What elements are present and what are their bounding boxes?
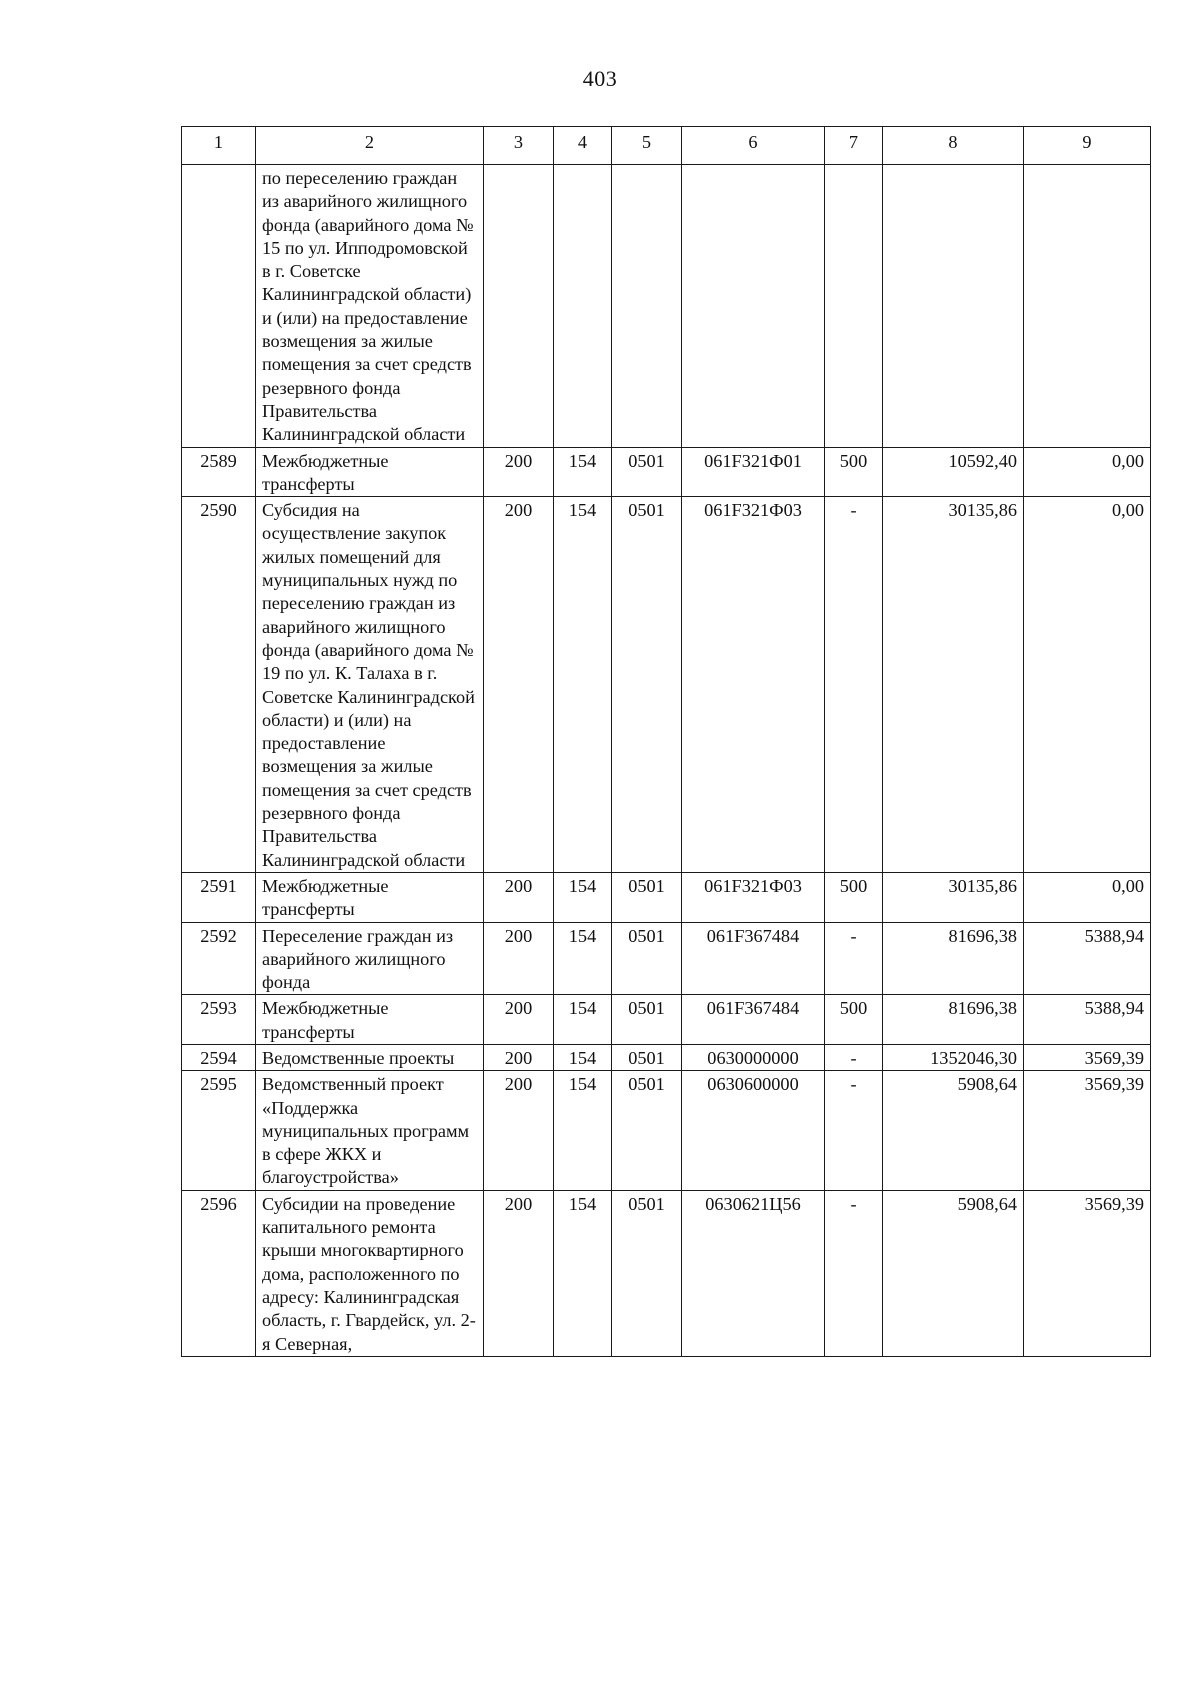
cell-col8: 5908,64 bbox=[883, 1071, 1024, 1190]
cell-col5: 0501 bbox=[612, 1044, 682, 1070]
column-header: 7 bbox=[825, 127, 883, 165]
table-row bbox=[182, 1044, 1151, 1070]
cell-col3 bbox=[484, 165, 554, 448]
cell-col3: 200 bbox=[484, 922, 554, 995]
column-header: 8 bbox=[883, 127, 1024, 165]
cell-col9: 3569,39 bbox=[1024, 1190, 1151, 1356]
cell-col9: 0,00 bbox=[1024, 872, 1151, 922]
cell-col8: 81696,38 bbox=[883, 995, 1024, 1045]
column-header: 4 bbox=[554, 127, 612, 165]
table-row bbox=[182, 922, 1151, 995]
cell-col5: 0501 bbox=[612, 872, 682, 922]
cell-col7 bbox=[825, 165, 883, 448]
row-name-cell: Межбюджетные трансферты bbox=[256, 995, 484, 1045]
cell-col7: - bbox=[825, 497, 883, 873]
cell-col7: - bbox=[825, 922, 883, 995]
cell-col3: 200 bbox=[484, 1044, 554, 1070]
page-number: 403 bbox=[582, 66, 618, 91]
cell-col5: 0501 bbox=[612, 1071, 682, 1190]
cell-col8: 30135,86 bbox=[883, 872, 1024, 922]
cell-col4: 154 bbox=[554, 497, 612, 873]
cell-col4: 154 bbox=[554, 1044, 612, 1070]
cell-col7: - bbox=[825, 1044, 883, 1070]
cell-col3: 200 bbox=[484, 497, 554, 873]
cell-col6: 061F321Ф03 bbox=[682, 497, 825, 873]
row-number-cell: 2590 bbox=[182, 497, 256, 873]
cell-col5: 0501 bbox=[612, 922, 682, 995]
row-number-cell bbox=[182, 165, 256, 448]
row-number-cell: 2593 bbox=[182, 995, 256, 1045]
cell-col3: 200 bbox=[484, 1190, 554, 1356]
column-header: 5 bbox=[612, 127, 682, 165]
column-header: 3 bbox=[484, 127, 554, 165]
cell-col5: 0501 bbox=[612, 447, 682, 497]
cell-col6: 061F367484 bbox=[682, 995, 825, 1045]
table-row bbox=[182, 165, 1151, 448]
cell-col5: 0501 bbox=[612, 497, 682, 873]
cell-col9: 3569,39 bbox=[1024, 1044, 1151, 1070]
cell-col9: 5388,94 bbox=[1024, 995, 1151, 1045]
cell-col6: 061F367484 bbox=[682, 922, 825, 995]
cell-col8: 81696,38 bbox=[883, 922, 1024, 995]
table-row bbox=[182, 497, 1151, 873]
table-row bbox=[182, 872, 1151, 922]
cell-col7: - bbox=[825, 1190, 883, 1356]
table-header-row bbox=[182, 127, 1151, 165]
cell-col9: 3569,39 bbox=[1024, 1071, 1151, 1190]
cell-col9: 5388,94 bbox=[1024, 922, 1151, 995]
cell-col7: - bbox=[825, 1071, 883, 1190]
cell-col8 bbox=[883, 165, 1024, 448]
row-name-cell: Ведомственные проекты bbox=[256, 1044, 484, 1070]
row-number-cell: 2592 bbox=[182, 922, 256, 995]
cell-col8: 10592,40 bbox=[883, 447, 1024, 497]
cell-col9: 0,00 bbox=[1024, 497, 1151, 873]
table-row bbox=[182, 1071, 1151, 1190]
cell-col6: 0630621Ц56 bbox=[682, 1190, 825, 1356]
column-header: 1 bbox=[182, 127, 256, 165]
cell-col7: 500 bbox=[825, 995, 883, 1045]
table-row bbox=[182, 1190, 1151, 1356]
cell-col4: 154 bbox=[554, 1190, 612, 1356]
cell-col8: 1352046,30 bbox=[883, 1044, 1024, 1070]
row-name-cell: Межбюджетные трансферты bbox=[256, 447, 484, 497]
row-number-cell: 2591 bbox=[182, 872, 256, 922]
row-name-cell: Межбюджетные трансферты bbox=[256, 872, 484, 922]
cell-col5: 0501 bbox=[612, 995, 682, 1045]
cell-col8: 5908,64 bbox=[883, 1190, 1024, 1356]
cell-col3: 200 bbox=[484, 995, 554, 1045]
table-row bbox=[182, 995, 1151, 1045]
cell-col4 bbox=[554, 165, 612, 448]
cell-col3: 200 bbox=[484, 872, 554, 922]
cell-col6: 0630000000 bbox=[682, 1044, 825, 1070]
row-number-cell: 2589 bbox=[182, 447, 256, 497]
cell-col4: 154 bbox=[554, 447, 612, 497]
row-name-cell: Переселение граждан из аварийного жилищного фонда bbox=[256, 922, 484, 995]
cell-col6: 061F321Ф01 bbox=[682, 447, 825, 497]
cell-col6 bbox=[682, 165, 825, 448]
row-number-cell: 2596 bbox=[182, 1190, 256, 1356]
cell-col3: 200 bbox=[484, 1071, 554, 1190]
row-number-cell: 2594 bbox=[182, 1044, 256, 1070]
cell-col7: 500 bbox=[825, 447, 883, 497]
table-row bbox=[182, 447, 1151, 497]
column-header: 9 bbox=[1024, 127, 1151, 165]
row-name-cell: Субсидия на осуществление закупок жилых помещений для муниципальных нужд по переселению граждан из аварийного жилищного фонда (аварийного дома № 19 по ул. К. Талаха в г. Советске Калининградской области) и (или) на предоставление возмещения за жилые помещения за счет средств резервного фонда Правительства Калининградской области bbox=[256, 497, 484, 873]
row-number-cell: 2595 bbox=[182, 1071, 256, 1190]
column-header: 2 bbox=[256, 127, 484, 165]
cell-col4: 154 bbox=[554, 1071, 612, 1190]
cell-col5 bbox=[612, 165, 682, 448]
cell-col6: 061F321Ф03 bbox=[682, 872, 825, 922]
row-name-cell: по переселению граждан из аварийного жилищного фонда (аварийного дома № 15 по ул. Ипподромовской в г. Советске Калининградской области) и (или) на предоставление возмещения за жилые помещения за счет средств резервного фонда Правительства Калининградской области bbox=[256, 165, 484, 448]
cell-col4: 154 bbox=[554, 995, 612, 1045]
cell-col4: 154 bbox=[554, 922, 612, 995]
row-name-cell: Субсидии на проведение капитального ремонта крыши многоквартирного дома, расположенного по адресу: Калининградская область, г. Гвардейск, ул. 2-я Северная, bbox=[256, 1190, 484, 1356]
cell-col6: 0630600000 bbox=[682, 1071, 825, 1190]
cell-col7: 500 bbox=[825, 872, 883, 922]
cell-col8: 30135,86 bbox=[883, 497, 1024, 873]
cell-col3: 200 bbox=[484, 447, 554, 497]
budget-table bbox=[181, 126, 1151, 1357]
row-name-cell: Ведомственный проект «Поддержка муниципальных программ в сфере ЖКХ и благоустройства» bbox=[256, 1071, 484, 1190]
cell-col9 bbox=[1024, 165, 1151, 448]
column-header: 6 bbox=[682, 127, 825, 165]
cell-col4: 154 bbox=[554, 872, 612, 922]
cell-col9: 0,00 bbox=[1024, 447, 1151, 497]
cell-col5: 0501 bbox=[612, 1190, 682, 1356]
